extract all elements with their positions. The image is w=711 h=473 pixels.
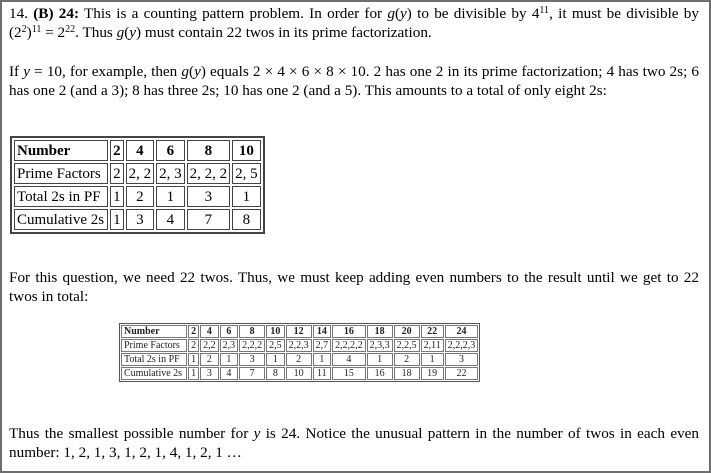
table-cell: 8 [187, 140, 231, 161]
table-cell: 8 [239, 325, 265, 338]
table-row [14, 140, 261, 161]
table-cell: 16 [367, 367, 393, 380]
row-label: Number [121, 325, 187, 338]
table-cell: 1 [110, 186, 124, 207]
table-cell: 2 [110, 140, 124, 161]
table-cell: 1 [266, 353, 285, 366]
table-cell: 1 [367, 353, 393, 366]
table-row [14, 163, 261, 184]
problem-number: 14. [9, 5, 28, 22]
table-cell: 18 [394, 367, 420, 380]
table-cell: 2, 3 [156, 163, 185, 184]
table-cell: 2 [110, 163, 124, 184]
table-cell: 1 [220, 353, 239, 366]
row-label: Prime Factors [121, 339, 187, 352]
table-cell: 2,2,3 [286, 339, 312, 352]
row-label: Total 2s in PF [14, 186, 108, 207]
row-label: Prime Factors [14, 163, 108, 184]
full-factor-table [119, 323, 480, 382]
table-cell: 4 [200, 325, 219, 338]
table-cell: 2,2,2,3 [445, 339, 479, 352]
table-cell: 10 [232, 140, 261, 161]
conclusion-paragraph: Thus the smallest possible number for y is 24. Notice the unusual pattern in the number of twos in each even number: 1, 2, 1, 3, 1, 2, 1, 4, 1, 2, 1 … [9, 425, 700, 461]
table-cell: 3 [126, 209, 155, 230]
row-label: Number [14, 140, 108, 161]
table-cell: 2,2,2 [239, 339, 265, 352]
table-cell: 2,7 [313, 339, 332, 352]
table-cell: 1 [188, 367, 199, 380]
table-row [121, 353, 478, 366]
table-cell: 1 [110, 209, 124, 230]
table-cell: 1 [232, 186, 261, 207]
table-cell: 2,3,3 [367, 339, 393, 352]
table-cell: 22 [421, 325, 444, 338]
table-cell: 16 [332, 325, 366, 338]
table-cell: 2 [188, 339, 199, 352]
example-paragraph: If y = 10, for example, then g(y) equals 2 × 4 × 6 × 8 × 10. 2 has one 2 in its prime factorization; 4 has two 2s; 6 has one 2 (and a 3); 8 has three 2s; 10 has one 2 (and a 5). This amounts to a total of only eight 2s: [9, 63, 700, 99]
table-cell: 1 [156, 186, 185, 207]
table-cell: 2, 5 [232, 163, 261, 184]
table-cell: 8 [266, 367, 285, 380]
table-cell: 14 [313, 325, 332, 338]
table-row [14, 209, 261, 230]
table-cell: 12 [286, 325, 312, 338]
table-cell: 2,3 [220, 339, 239, 352]
table-cell: 8 [232, 209, 261, 230]
table-cell: 3 [187, 186, 231, 207]
table-cell: 7 [187, 209, 231, 230]
table-cell: 2,2,5 [394, 339, 420, 352]
table-cell: 2 [286, 353, 312, 366]
table-cell: 2,2 [200, 339, 219, 352]
table-cell: 10 [266, 325, 285, 338]
table-cell: 3 [239, 353, 265, 366]
table-cell: 15 [332, 367, 366, 380]
table-cell: 4 [126, 140, 155, 161]
table-cell: 4 [156, 209, 185, 230]
answer-label: (B) 24: [33, 5, 80, 22]
table-cell: 19 [421, 367, 444, 380]
table-cell: 4 [220, 367, 239, 380]
table-cell: 2, 2 [126, 163, 155, 184]
table-row [121, 339, 478, 352]
table-cell: 1 [421, 353, 444, 366]
table-cell: 2,5 [266, 339, 285, 352]
table-cell: 18 [367, 325, 393, 338]
table-cell: 6 [220, 325, 239, 338]
table-cell: 3 [200, 367, 219, 380]
question-paragraph: For this question, we need 22 twos. Thus, we must keep adding even numbers to the result until we get to 22 twos in total: [9, 269, 699, 305]
table-cell: 20 [394, 325, 420, 338]
table-cell: 22 [445, 367, 479, 380]
table-cell: 7 [239, 367, 265, 380]
table-cell: 6 [156, 140, 185, 161]
table-row [121, 325, 478, 338]
table-cell: 2 [394, 353, 420, 366]
example-factor-table [10, 136, 265, 234]
solution-intro-paragraph: 14. (B) 24: This is a counting pattern problem. In order for g(y) to be divisible by $4^{11}$, it must be divisible by $(2^2)^{11} = 2^{22}$. Thus g(y) must contain 22 twos in its prime factorization. [9, 5, 699, 41]
table-cell: 2,2,2,2 [332, 339, 366, 352]
table-cell: 24 [445, 325, 479, 338]
table-cell: 1 [188, 353, 199, 366]
table-cell: 11 [313, 367, 332, 380]
table-cell: 10 [286, 367, 312, 380]
table-row [121, 367, 478, 380]
row-label: Cumulative 2s [14, 209, 108, 230]
table-cell: 2, 2, 2 [187, 163, 231, 184]
table-cell: 2 [200, 353, 219, 366]
table-cell: 2,11 [421, 339, 444, 352]
row-label: Total 2s in PF [121, 353, 187, 366]
table-cell: 4 [332, 353, 366, 366]
table-row [14, 186, 261, 207]
table-cell: 3 [445, 353, 479, 366]
table-cell: 2 [188, 325, 199, 338]
table-cell: 2 [126, 186, 155, 207]
row-label: Cumulative 2s [121, 367, 187, 380]
table-cell: 1 [313, 353, 332, 366]
